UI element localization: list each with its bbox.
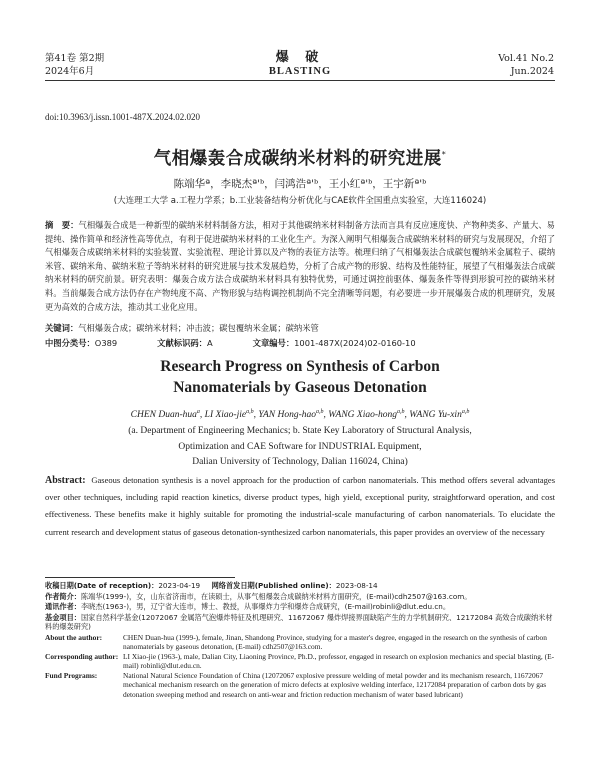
authors-cn: 陈端华ª，李晓杰ª'ᵇ，闫鸿浩ª'ᵇ，王小红ª'ᵇ，王宇新ª'ᵇ (173, 178, 427, 190)
keywords-text: 气相爆轰合成；碳纳米材料；冲击波；碳包覆纳米金属；碳纳米管 (78, 323, 319, 333)
author-bio-cn-label: 作者简介： (45, 591, 81, 601)
doc-code-value: A (206, 338, 213, 348)
affiliation-cn: (大连理工大学 a.工程力学系；b.工业装备结构分析优化与CAE软件全国重点实验室，大连116024) (113, 196, 487, 206)
author-affil-sup: a,b (397, 409, 405, 415)
dates-row (45, 581, 555, 591)
title-cn (0, 145, 600, 170)
title-cn-text: 气相爆轰合成碳纳米材料的研究进展 (153, 149, 442, 169)
title-en-line2: Nanomaterials by Gaseous Detonation (173, 379, 427, 396)
title-en (0, 356, 600, 398)
author-en: CHEN Duan-hua (130, 410, 197, 421)
corresponding-cn-label: 通讯作者： (45, 602, 81, 611)
affiliation-en-line3: Dalian University of Technology, Dalian 116024, China) (192, 457, 408, 467)
affiliation-en (0, 424, 600, 471)
keywords-cn (45, 322, 555, 334)
date-en: Jun.2024 (510, 66, 554, 77)
author-bio-cn-text: 陈端华(1999-)，女，山东省济南市，在读硕士，从事气相爆轰合成碳纳米材料方面研究，(E-mail)cdh2507@163.com。 (80, 591, 472, 601)
article-number-value: 1001-487X(2024)02-0160-10 (294, 338, 416, 348)
title-en-line1: Research Progress on Synthesis of Carbon (160, 358, 440, 375)
volume-issue-en: Vol.41 No.2 (498, 53, 554, 64)
volume-issue-cn: 第41卷 第2期 (45, 53, 105, 64)
author-affil-sup: a,b (461, 409, 470, 415)
authors-en: CHEN Duan-hua$^a$, LI Xiao-jie$^{a,b}$, YAN Hong-hao$^{a,b}$, WANG Xiao-hong$^{a,b}$, WANG Yu-xin$^{a,b}$ (130, 409, 470, 421)
author-affil-sup: a (196, 409, 200, 415)
published-date: 2023-08-14 (335, 581, 378, 590)
fund-cn-label: 基金项目： (45, 612, 81, 622)
fund-en-label: Fund Programs: (45, 670, 98, 680)
footnote-rule (45, 577, 235, 578)
author-en: LI Xiao-jie (204, 410, 247, 421)
fund-en (45, 671, 555, 700)
article-number (253, 337, 416, 349)
received-label: 收稿日期(Date of reception)： (45, 581, 159, 590)
received-date: 2023-04-19 (158, 581, 201, 590)
abstract-cn-label: 摘 要： (45, 220, 79, 230)
title-footnote-mark: * (441, 150, 447, 160)
header-rule (45, 80, 555, 81)
corresponding-en-text: LI Xiao-jie (1963-), male, Dalian City, Liaoning Province, Ph.D., professor, engaged in research on explosion mechanics and special blasting, (E-mail) robinli@dlut.edu.cn. (123, 651, 555, 670)
fund-cn (45, 613, 555, 632)
author-bio-cn (45, 592, 555, 602)
header-right (498, 52, 554, 78)
journal-name-cn: 爆 破 (275, 50, 325, 65)
author-en: WANG Xiao-hong (328, 410, 398, 421)
fund-en-text: National Natural Science Foundation of China (12072067 explosive pressure welding of metal powder and its mechanism research, 11672067 mechanical mechanism research on the generation of micro defects at explosive welding interface, 12172084 preparation of carbon dots by gas detonation sweeping method and research on anti-wear and friction reduction mechanism of water based lubricant) (123, 670, 547, 699)
corresponding-en-label: Corresponding author: (45, 651, 119, 661)
corresponding-cn-text: 李晓杰(1963-)，男，辽宁省大连市，博士、教授，从事爆炸力学和爆炸合成研究，(E-mail)robinli@dlut.edu.cn。 (80, 602, 451, 611)
abstract-en (45, 472, 555, 541)
about-author-label: About the author: (45, 632, 103, 642)
abstract-cn (45, 219, 555, 314)
doi: doi:10.3963/j.issn.1001-487X.2024.02.020 (45, 112, 201, 122)
doc-code-label: 文献标识码： (157, 338, 207, 348)
corresponding-en (45, 652, 555, 671)
about-author-text: CHEN Duan-hua (1999-), female, Jinan, Shandong Province, studying for a master's degree, engaged in the research on the synthesis of carbon nanomaterials by gaseous detonation, (E-mail) cdh2507@163.com. (123, 632, 547, 651)
clc (45, 337, 117, 349)
doc-code (157, 337, 212, 349)
affiliation-en-line1: (a. Department of Engineering Mechanics; b. State Key Laboratory of Structural Analysis, (128, 426, 472, 436)
article-number-label: 文章编号： (252, 338, 295, 348)
journal-name-en: BLASTING (268, 66, 332, 77)
published-label: 网络首发日期(Published online)： (211, 581, 336, 590)
author-affil-sup: a,b (246, 409, 254, 415)
keywords-label: 关键词： (45, 323, 79, 333)
fund-cn-text: 国家自然科学基金(12072067 金属箔气泡爆炸特征及机理研究、11672067 爆炸焊接界面缺陷产生的力学机制研究、12172084 高效合成碳纳米材料的爆轰研究) (45, 612, 553, 631)
footnotes (45, 581, 555, 699)
about-author-en (45, 633, 555, 652)
author-affil-sup: a,b (316, 409, 324, 415)
corresponding-cn (45, 602, 555, 612)
author-en: YAN Hong-hao (258, 410, 317, 421)
date-cn: 2024年6月 (45, 66, 95, 77)
classification-row (45, 337, 555, 349)
clc-label: 中图分类号： (45, 338, 95, 348)
clc-value: O389 (94, 338, 118, 348)
abstract-en-label: Abstract: (45, 475, 86, 486)
author-en: WANG Yu-xin (409, 410, 462, 421)
abstract-cn-text: 气相爆轰合成是一种新型的碳纳米材料制备方法，相对于其他碳纳米材料制备方法而言具有反应速度快、产物种类多、产量大、易提纯、操作简单和经济性高等优点，有利于促进碳纳米材料的工业化生产。为深入阐明气相爆轰合成碳纳米材料的研究与发展现况，介绍了气相爆轰合成碳纳米材料的实验装置、实验流程、理论计算以及产物的表征方法等。梳理归纳了气相爆轰法合成碳包覆纳米金属粒子、碳纳米管、碳纳米角、碳纳米粒子等纳米材料的研究进展与技术发展趋势，分析了合成产物的形貌、结构及性能特征，展望了气相爆轰法合成碳纳米材料的研究前景。研究表明：爆轰合成方法合成碳纳米材料具有独特优势，可通过调控前驱体、爆轰条件等得到形貌可控的碳纳米材料。当前爆轰合成方法仍存在产物纯度不高、产物形貌与结构调控机制尚不完全清晰等问题，有必要进一步开展爆轰合成的机理研究，发展更为高效的合成方法，推动其工业化应用。 (45, 220, 555, 312)
affiliation-en-line2: Optimization and CAE Software for INDUSTRIAL Equipment, (178, 441, 422, 452)
abstract-en-text: Gaseous detonation synthesis is a novel approach for the production of carbon nanomaterials. This method offers several advantages over other techniques, including rapid reaction kinetics, diverse product types, high yield, exceptional purity, straightforward operation, and cost effectiveness. These benefits make it highly suitable for promoting the industrial-scale manufacturing of carbon nanomaterials. To elucidate the current research and development status of gaseous detonation-synthesized carbon nanomaterials, this paper provides an overview of the necessary (45, 475, 556, 537)
